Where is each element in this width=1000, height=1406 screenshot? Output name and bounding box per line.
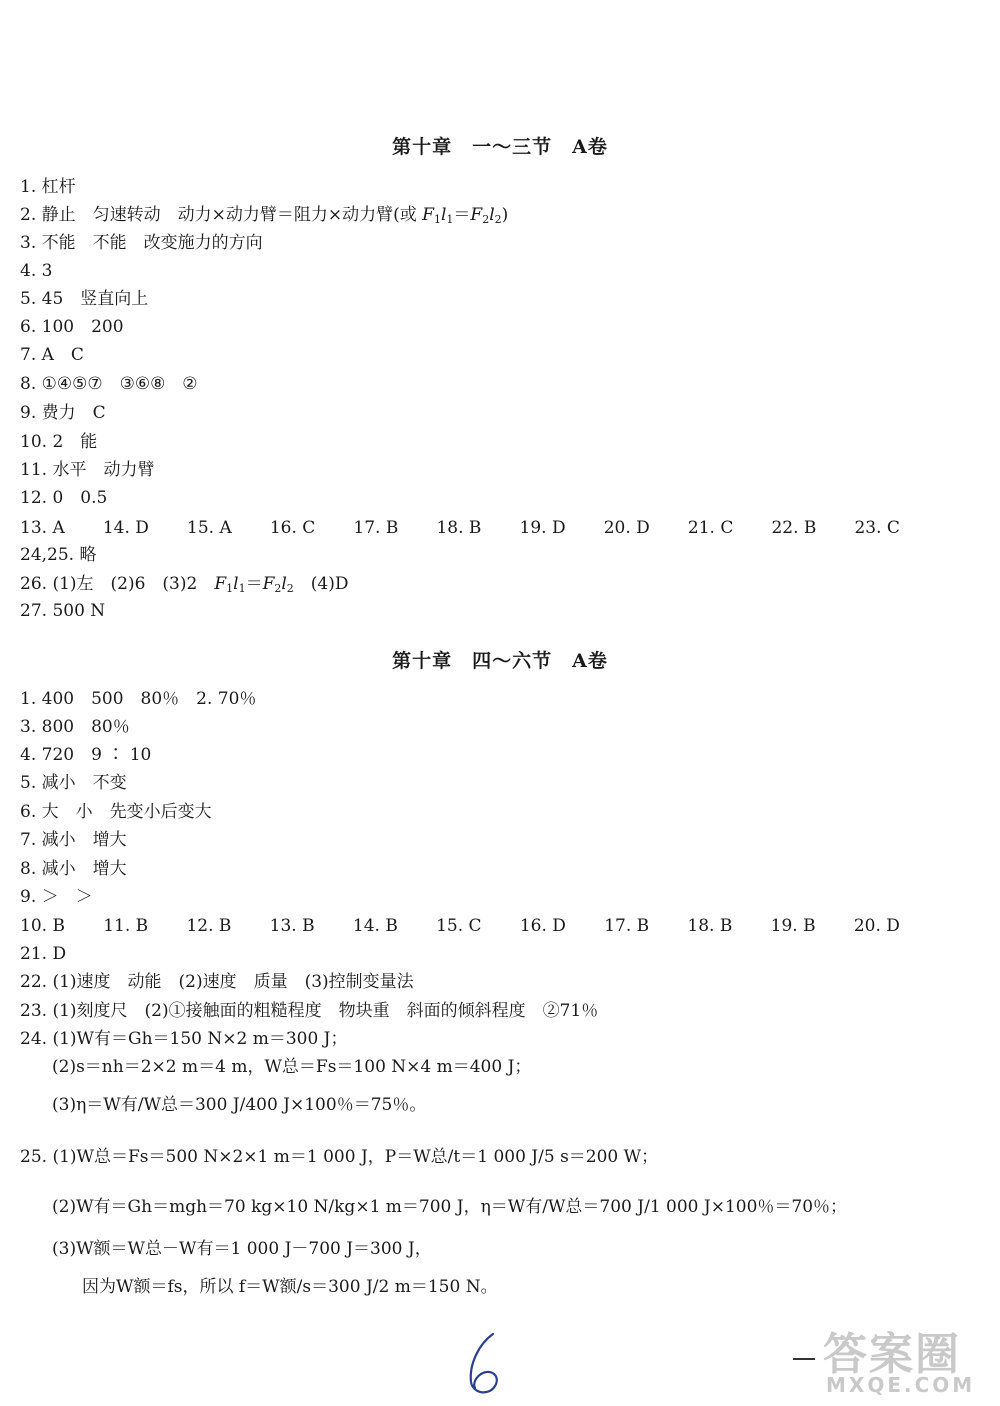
choice-13: 13. A: [20, 518, 65, 538]
s1-q8: 8. ①④⑤⑦ ③⑥⑧ ②: [20, 374, 198, 394]
choice-16: 16. C: [269, 518, 316, 538]
section2-title: 第十章 四～六节 A卷: [392, 650, 608, 672]
s2-q22: 22. (1)速度 动能 (2)速度 质量 (3)控制变量法: [20, 972, 414, 992]
s2-q24-2: (2)s＝nh＝2×2 m＝4 m，W总＝Fs＝100 N×4 m＝400 J；: [52, 1057, 532, 1077]
s1-q5: 5. 45 竖直向上: [20, 289, 149, 309]
s2-q24-3: (3)η＝W有/W总＝300 J/400 J×100％＝75％。: [52, 1095, 427, 1115]
s1-q2-text: 2. 静止 匀速转动 动力×动力臂＝阻力×动力臂(或: [20, 205, 423, 225]
s2-q24-1: 24. (1)W有＝Gh＝150 N×2 m＝300 J；: [20, 1029, 348, 1049]
s1-q9: 9. 费力 C: [20, 403, 106, 423]
s1-choices-row: [20, 517, 900, 539]
s1-q12: 12. 0 0.5: [20, 488, 108, 508]
choice-19b: 19. B: [770, 916, 816, 936]
footer-dash: [793, 1358, 815, 1360]
s2-q8: 8. 减小 增大: [20, 859, 127, 879]
s2-q25-2: (2)W有＝Gh＝mgh＝70 kg×10 N/kg×1 m＝700 J，η＝W有/W总＝700 J/1 000 J×100％＝70％；: [52, 1197, 848, 1217]
s1-q11: 11. 水平 动力臂: [20, 460, 155, 480]
choice-22: 22. B: [771, 518, 817, 538]
s1-q24-25: 24,25. 略: [20, 545, 97, 565]
s1-q26-formula: $F_1l_1=F_2l_2$: [214, 574, 294, 595]
watermark-url: MXQE.COM: [826, 1373, 976, 1397]
s1-q2-formula: $F_1l_1=F_2l_2$: [422, 205, 502, 226]
s1-q27: 27. 500 N: [20, 601, 106, 621]
choice-21: 21. C: [687, 518, 734, 538]
s2-q3: 3. 800 80％: [20, 717, 130, 737]
s2-q25-4: 因为W额＝fs，所以 f＝W额/s＝300 J/2 m＝150 N。: [82, 1277, 498, 1297]
s1-q1: 1. 杠杆: [20, 177, 76, 197]
s1-q4: 4. 3: [20, 261, 53, 281]
s2-q6: 6. 大 小 先变小后变大: [20, 802, 212, 822]
s1-q6: 6. 100 200: [20, 317, 124, 337]
watermark: [818, 1318, 988, 1398]
s2-q5: 5. 减小 不变: [20, 773, 127, 793]
s2-q21: 21. D: [20, 944, 67, 964]
s2-q7: 7. 减小 增大: [20, 830, 127, 850]
choice-20: 20. D: [603, 518, 650, 538]
s2-choices-row: [20, 915, 900, 937]
choice-11: 11. B: [103, 916, 149, 936]
choice-23: 23. C: [854, 518, 900, 538]
choice-13b: 13. B: [269, 916, 315, 936]
s1-q26: [20, 573, 349, 595]
s2-q25-1: 25. (1)W总＝Fs＝500 N×2×1 m＝1 000 J，P＝W总/t＝1 000 J/5 s＝200 W；: [20, 1147, 659, 1167]
choice-18b: 18. B: [687, 916, 733, 936]
choice-19: 19. D: [519, 518, 566, 538]
s1-q7: 7. A C: [20, 345, 84, 365]
choice-17: 17. B: [353, 518, 399, 538]
choice-17b: 17. B: [604, 916, 650, 936]
choice-14b: 14. B: [352, 916, 398, 936]
s1-q3: 3. 不能 不能 改变施力的方向: [20, 233, 263, 253]
section1-title: 第十章 一～三节 A卷: [392, 136, 608, 158]
s1-q2: [20, 204, 508, 226]
choice-16b: 16. D: [519, 916, 566, 936]
choice-10: 10. B: [20, 916, 65, 936]
s1-q26-end: (4)D: [293, 574, 349, 594]
s2-q4: 4. 720 9 ∶ 10: [20, 745, 152, 765]
watermark-title: 答案圈: [823, 1329, 961, 1380]
s1-q2-end: ): [501, 205, 509, 225]
s1-q26-text: 26. (1)左 (2)6 (3)2: [20, 574, 215, 594]
choice-18: 18. B: [436, 518, 482, 538]
choice-20b: 20. D: [853, 916, 900, 936]
s1-q10: 10. 2 能: [20, 432, 98, 452]
choice-12: 12. B: [186, 916, 232, 936]
s2-q25-3: (3)W额＝W总－W有＝1 000 J－700 J＝300 J，: [52, 1239, 432, 1259]
s2-q1: 1. 400 500 80％ 2. 70％: [20, 689, 257, 709]
choice-15: 15. A: [187, 518, 232, 538]
choice-14: 14. D: [102, 518, 149, 538]
s2-q23: 23. (1)刻度尺 (2)①接触面的粗糙程度 物块重 斜面的倾斜程度 ②71％: [20, 1001, 599, 1021]
choice-15b: 15. C: [436, 916, 482, 936]
handwritten-page-number: [455, 1330, 515, 1400]
s2-q9: 9. ＞ ＞: [20, 887, 93, 907]
